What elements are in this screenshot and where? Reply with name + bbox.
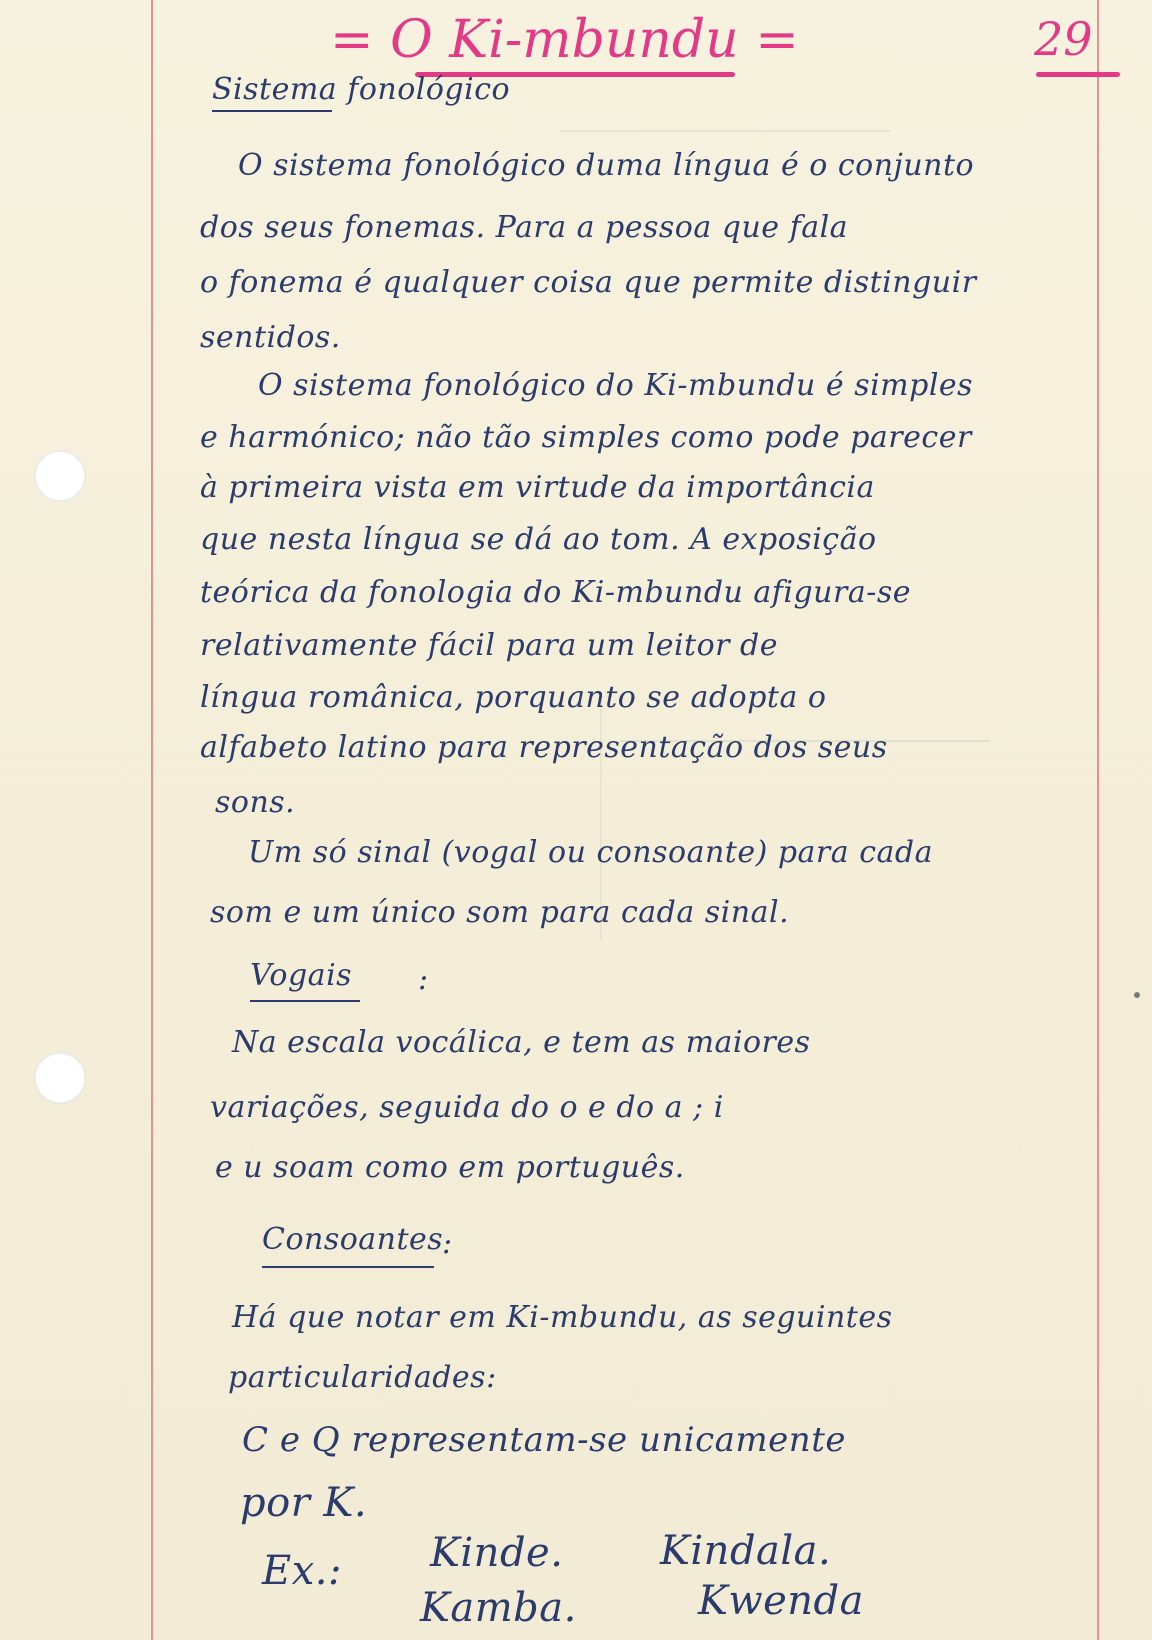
consonants-line: por K. bbox=[240, 1480, 368, 1526]
text-line: Um só sinal (vogal ou consoante) para cada bbox=[248, 835, 933, 870]
text-line: sentidos. bbox=[200, 320, 341, 355]
vowels-heading-colon: : bbox=[418, 962, 429, 997]
section-title: Sistema fonológico bbox=[212, 72, 511, 107]
ink-speck bbox=[1134, 992, 1140, 998]
examples-label: Ex.: bbox=[262, 1548, 342, 1594]
text-line: teórica da fonologia do Ki-mbundu afigura-se bbox=[200, 575, 912, 610]
example-word: Kinde. bbox=[430, 1530, 564, 1576]
text-line: som e um único som para cada sinal. bbox=[210, 895, 790, 930]
page-number-underline bbox=[1036, 72, 1120, 77]
page-title: = O Ki-mbundu = bbox=[330, 10, 799, 70]
consonants-heading: Consoantes bbox=[262, 1222, 444, 1257]
section-title-underline bbox=[212, 110, 332, 112]
example-word: Kindala. bbox=[660, 1528, 832, 1574]
text-line: e harmónico; não tão simples como pode parecer bbox=[200, 420, 972, 455]
left-margin-line bbox=[151, 0, 153, 1640]
punch-hole-bottom bbox=[34, 1052, 86, 1104]
page-number: 29 bbox=[1034, 12, 1093, 66]
text-line: alfabeto latino para representação dos seus bbox=[200, 730, 888, 765]
text-line: O sistema fonológico duma língua é o conjunto bbox=[238, 148, 975, 183]
consonants-heading-underline bbox=[262, 1266, 434, 1268]
consonants-heading-colon: : bbox=[442, 1226, 453, 1261]
consonants-line: C e Q representam-se unicamente bbox=[242, 1420, 846, 1460]
punch-hole-top bbox=[34, 450, 86, 502]
vowels-heading-underline bbox=[250, 1000, 360, 1002]
example-word: Kwenda bbox=[698, 1578, 865, 1624]
text-line: à primeira vista em virtude da importância bbox=[200, 470, 875, 505]
right-margin-line bbox=[1097, 0, 1099, 1640]
vowels-heading: Vogais bbox=[250, 958, 353, 993]
text-line: que nesta língua se dá ao tom. A exposição bbox=[200, 522, 877, 557]
vowels-line: e u soam como em português. bbox=[215, 1150, 685, 1185]
text-line: dos seus fonemas. Para a pessoa que fala bbox=[200, 210, 849, 245]
text-line: O sistema fonológico do Ki-mbundu é simples bbox=[258, 368, 974, 403]
text-line: sons. bbox=[215, 785, 296, 820]
example-word: Kamba. bbox=[420, 1585, 577, 1631]
show-through-mark bbox=[560, 130, 890, 132]
consonants-line: particularidades: bbox=[228, 1360, 497, 1395]
text-line: o fonema é qualquer coisa que permite distinguir bbox=[200, 265, 977, 300]
vowels-line: Na escala vocálica, e tem as maiores bbox=[232, 1025, 811, 1060]
vowels-line: variações, seguida do o e do a ; i bbox=[210, 1090, 724, 1125]
text-line: relativamente fácil para um leitor de bbox=[200, 628, 778, 663]
consonants-line: Há que notar em Ki-mbundu, as seguintes bbox=[232, 1300, 893, 1335]
text-line: língua românica, porquanto se adopta o bbox=[200, 680, 827, 715]
